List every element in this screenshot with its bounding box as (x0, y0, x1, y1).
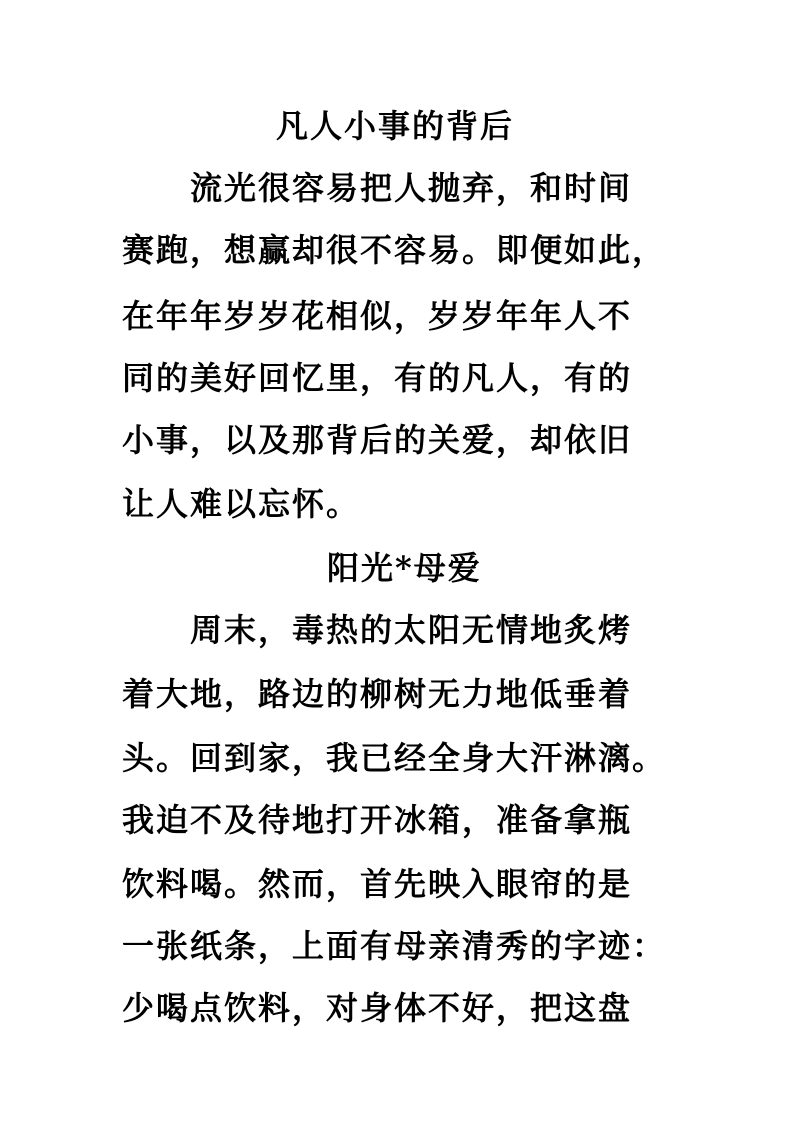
section-line: 头。回到家，我已经全身大汗淋漓。 (122, 739, 667, 777)
section-line: 少喝点饮料，对身体不好，把这盘 (122, 989, 633, 1027)
section-title: 阳光*母爱 (327, 549, 482, 587)
section-line: 饮料喝。然而，首先映入眼帘的是 (122, 865, 633, 903)
intro-line: 让人难以忘怀。 (122, 485, 361, 523)
document-title: 凡人小事的背后 (276, 107, 515, 145)
intro-line: 在年年岁岁花相似，岁岁年年人不 (122, 297, 633, 335)
section-line: 一张纸条，上面有母亲清秀的字迹： (122, 927, 667, 965)
intro-line: 流光很容易把人抛弃，和时间 (190, 169, 633, 207)
intro-line: 同的美好回忆里，有的凡人，有的 (122, 359, 633, 397)
section-line: 周末，毒热的太阳无情地炙烤 (190, 611, 633, 649)
section-line: 我迫不及待地打开冰箱，准备拿瓶 (122, 801, 633, 839)
intro-line: 赛跑，想赢却很不容易。即便如此， (122, 231, 667, 269)
section-line: 着大地，路边的柳树无力地低垂着 (122, 675, 633, 713)
intro-line: 小事，以及那背后的关爱，却依旧 (122, 421, 633, 459)
